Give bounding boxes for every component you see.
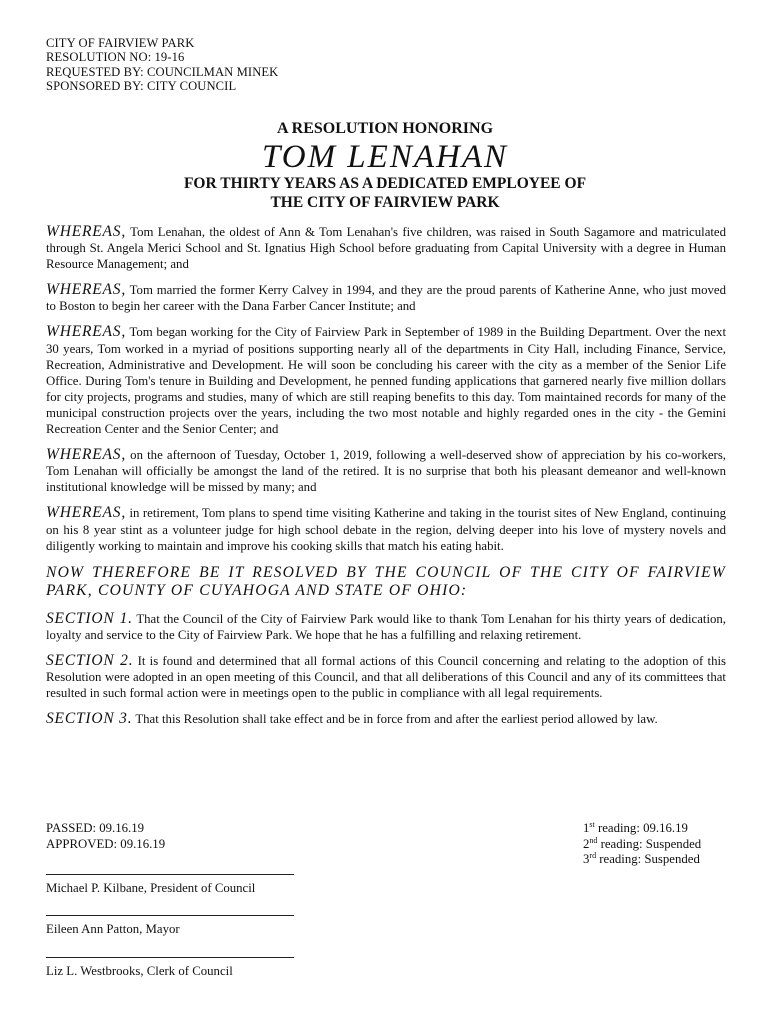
resolution-body — [46, 224, 726, 737]
readings-list — [583, 821, 701, 868]
whereas-keyword: WHEREAS, — [46, 323, 127, 341]
whereas-keyword: WHEREAS, — [46, 281, 127, 299]
signature-line — [46, 957, 294, 958]
header-resolution-number: RESOLUTION NO: 19-16 — [46, 50, 185, 65]
reading-item: 2nd reading: Suspended — [583, 835, 702, 851]
reading-item: 1st reading: 09.16.19 — [583, 820, 688, 835]
signature-block-clerk — [46, 957, 294, 979]
whereas-text: Tom began working for the City of Fairview Park in September of 1989 in the Building Department. Over the next 30 years, Tom worked in a myriad of positions supporting nearly all of the departments in City Hall, including Finance, Service, Recreation, Administrative and Development. He will soon be concluding his career with the city as a member of the Senior Life Office. During Tom's tenure in Building and Development, he penned funding applications that garnered nearly five million dollars for city projects, programs and studies, many of which are still reaping benefits to this day. Tom maintained records for many of the municipal construction projects over the years, including the two most notable and highly regarded ones in the city - the Gemini Recreation Center and the Senior Center; and — [46, 325, 726, 437]
header-requested-by: REQUESTED BY: COUNCILMAN MINEK — [46, 64, 279, 79]
whereas-keyword: WHEREAS, — [46, 504, 127, 522]
section-keyword: SECTION 2. — [46, 651, 134, 669]
section-text: That this Resolution shall take effect and be in force from and after the earliest period allowed by law. — [135, 712, 658, 727]
purpose-line-2: THE CITY OF FAIRVIEW PARK — [270, 194, 500, 211]
signature-line — [46, 874, 294, 875]
header-sponsored-by: SPONSORED BY: CITY COUNCIL — [46, 79, 237, 94]
signatory-name: Eileen Ann Patton, Mayor — [46, 922, 180, 936]
document-header — [46, 36, 278, 94]
signature-block-president — [46, 874, 294, 896]
signature-block-mayor — [46, 915, 294, 937]
whereas-text: Tom Lenahan, the oldest of Ann & Tom Lenahan's five children, was raised in South Sagamore and matriculated through St. Angela Merici School and St. Ignatius High School before graduating from Capital University with a degree in Human Resource Management; and — [46, 225, 727, 272]
passed-approved — [46, 821, 165, 852]
honoree-name: TOM LENAHAN — [261, 139, 508, 175]
resolution-title: A RESOLUTION HONORING — [276, 120, 494, 137]
section-clause — [46, 653, 726, 701]
whereas-clause — [46, 282, 726, 314]
whereas-clause — [46, 224, 726, 272]
resolution-purpose — [0, 174, 770, 212]
whereas-text: in retirement, Tom plans to spend time visiting Katherine and taking in the tourist sites of New England, continuing on his 8 year stint as a volunteer judge for high school debate in the region, delving deeper into his love of mystery novels and diligently working to maintain and improve his cooking skills that match his eating habit. — [46, 506, 726, 553]
whereas-clause — [46, 505, 726, 553]
section-text: That the Council of the City of Fairview Park would like to thank Tom Lenahan for his thirty years of dedication, loyalty and service to the City of Fairview Park. We hope that he has a fulfilling and relaxing retirement. — [46, 611, 727, 642]
signature-line — [46, 915, 294, 916]
reading-item: 3rd reading: Suspended — [583, 851, 700, 867]
whereas-clause — [46, 324, 726, 437]
whereas-keyword: WHEREAS, — [46, 223, 127, 240]
resolved-clause: NOW THEREFORE BE IT RESOLVED BY THE COUNCIL OF THE CITY OF FAIRVIEW PARK, COUNTY OF CUYAHOGA AND STATE OF OHIO: — [46, 563, 726, 599]
whereas-keyword: WHEREAS, — [46, 446, 127, 464]
section-text: It is found and determined that all formal actions of this Council concerning and relating to the adoption of this Resolution were adopted in an open meeting of this Council, and that all deliberations of this Council and any of its committees that resulted in such formal action were in meetings open to the public in compliance with all legal requirements. — [46, 653, 727, 701]
header-city: CITY OF FAIRVIEW PARK — [46, 36, 195, 50]
approved-date: APPROVED: 09.16.19 — [46, 836, 166, 851]
section-keyword: SECTION 1. — [46, 609, 133, 627]
whereas-clause — [46, 447, 726, 495]
signatory-name: Michael P. Kilbane, President of Council — [46, 881, 256, 895]
whereas-text: Tom married the former Kerry Calvey in 1994, and they are the proud parents of Katherine Anne, who just moved to Boston to begin her career with the Dana Farber Cancer Institute; and — [46, 283, 727, 314]
section-clause — [46, 711, 726, 727]
whereas-text: on the afternoon of Tuesday, October 1, 2019, following a well-deserved show of appreciation by his co-workers, Tom Lenahan will officially be amongst the land of the retired. It is no surprise that both his pleasant demeanor and well-known institutional knowledge will be missed by many; and — [46, 448, 726, 495]
section-clause — [46, 611, 726, 643]
purpose-line-1: FOR THIRTY YEARS AS A DEDICATED EMPLOYEE OF — [183, 175, 587, 192]
signatory-name: Liz L. Westbrooks, Clerk of Council — [46, 964, 233, 978]
section-keyword: SECTION 3. — [46, 710, 133, 728]
passed-date: PASSED: 09.16.19 — [46, 821, 145, 835]
